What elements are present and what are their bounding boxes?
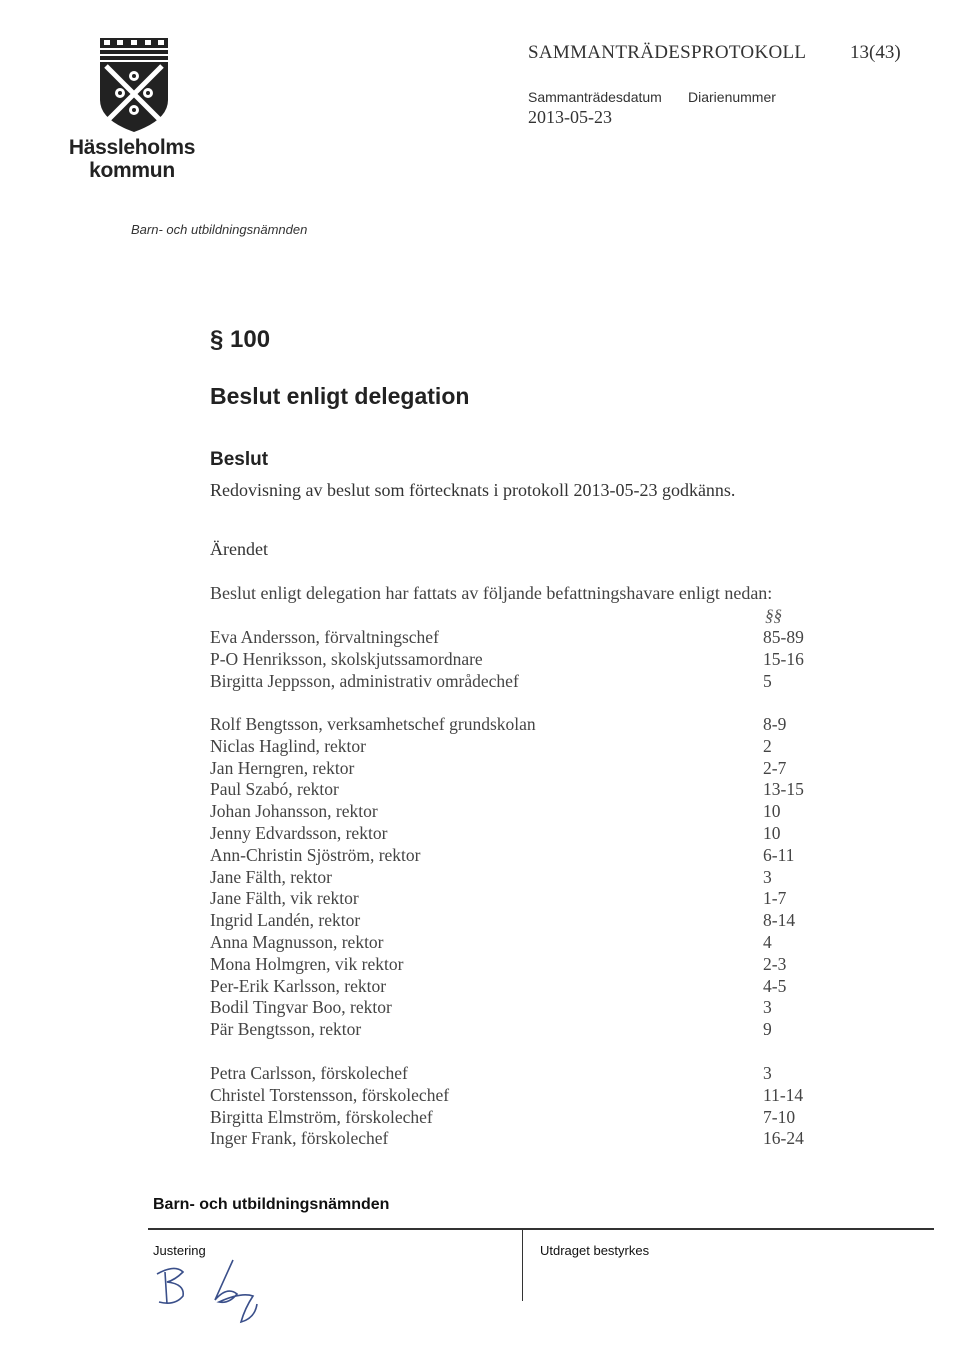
delegate-row — [210, 758, 830, 780]
delegate-paragraphs: 1-7 — [763, 888, 787, 909]
delegate-name: Jan Herngren, rektor — [210, 757, 355, 778]
delegate-paragraphs: 3 — [763, 1063, 772, 1083]
delegate-paragraphs: 3 — [763, 866, 772, 887]
delegate-row — [210, 932, 830, 954]
delegate-paragraphs: 4-5 — [763, 975, 787, 996]
registry-number-label: Diarienummer — [688, 89, 776, 105]
delegate-row — [210, 997, 830, 1019]
delegate-row — [210, 801, 830, 823]
section-number: § 100 — [210, 326, 271, 353]
delegate-name: Johan Johansson, rektor — [210, 801, 378, 822]
delegate-paragraphs: 10 — [763, 801, 781, 822]
delegate-name: Birgitta Jeppsson, administrativ områdechef — [210, 670, 519, 691]
delegate-name: Rolf Bengtsson, verksamhetschef grundskolan — [210, 714, 536, 734]
municipality-name-line1: Hässleholms — [68, 136, 196, 159]
delegate-name: P-O Henriksson, skolskjutssamordnare — [210, 648, 483, 669]
delegate-group-management — [210, 627, 830, 692]
delegate-paragraphs: 7-10 — [763, 1106, 796, 1127]
delegate-row — [210, 1063, 830, 1085]
footer-committee-name: Barn- och utbildningsnämnden — [153, 1196, 390, 1213]
municipality-name-line2: kommun — [89, 159, 175, 182]
delegate-row — [210, 845, 830, 867]
delegate-group-principals — [210, 714, 830, 1041]
handwritten-initials-signature — [145, 1252, 275, 1332]
delegate-row — [210, 779, 830, 801]
delegate-row — [210, 823, 830, 845]
paragraph-column-header: §§ — [765, 606, 782, 625]
delegate-name: Ingrid Landén, rektor — [210, 910, 361, 931]
delegate-row — [210, 954, 830, 976]
delegate-name: Jane Fälth, rektor — [210, 866, 332, 887]
delegate-name: Jenny Edvardsson, rektor — [210, 822, 388, 843]
delegate-paragraphs: 8-9 — [763, 714, 787, 734]
meeting-date-label: Sammanträdesdatum — [528, 89, 662, 105]
delegate-paragraphs: 2-3 — [763, 953, 787, 974]
delegate-paragraphs: 6-11 — [763, 844, 795, 865]
delegate-row — [210, 1019, 830, 1041]
delegate-row — [210, 714, 830, 736]
decision-heading: Beslut — [210, 449, 269, 470]
matter-intro: Beslut enligt delegation har fattats av följande befattningshavare enligt nedan: — [210, 583, 773, 603]
delegate-row — [210, 1128, 830, 1150]
delegate-row — [210, 888, 830, 910]
delegate-paragraphs: 3 — [763, 997, 772, 1018]
delegate-paragraphs: 9 — [763, 1019, 772, 1040]
delegate-paragraphs: 85-89 — [763, 627, 804, 647]
delegate-row — [210, 976, 830, 998]
matter-heading: Ärendet — [210, 539, 268, 559]
certified-extract-label: Utdraget bestyrkes — [540, 1243, 650, 1258]
delegate-row — [210, 671, 830, 693]
section-title: Beslut enligt delegation — [210, 383, 470, 409]
delegate-name: Jane Fälth, vik rektor — [210, 888, 359, 909]
delegate-row — [210, 910, 830, 932]
municipality-name — [62, 136, 202, 182]
delegate-paragraphs: 5 — [763, 670, 772, 691]
justering-label: Justering — [153, 1243, 206, 1258]
delegate-paragraphs: 4 — [763, 931, 772, 952]
delegate-name: Ann-Christin Sjöström, rektor — [210, 844, 421, 865]
document-type: SAMMANTRÄDESPROTOKOLL — [528, 42, 807, 63]
delegate-paragraphs: 11-14 — [763, 1084, 804, 1105]
committee-name: Barn- och utbildningsnämnden — [131, 222, 308, 237]
delegate-paragraphs: 8-14 — [763, 910, 796, 931]
delegate-group-preschool — [210, 1063, 830, 1150]
delegate-row — [210, 649, 830, 671]
delegate-name: Inger Frank, förskolechef — [210, 1128, 389, 1149]
delegate-name: Eva Andersson, förvaltningschef — [210, 627, 439, 647]
delegate-row — [210, 627, 830, 649]
delegate-name: Per-Erik Karlsson, rektor — [210, 975, 387, 996]
delegate-name: Bodil Tingvar Boo, rektor — [210, 997, 392, 1018]
delegate-paragraphs: 2 — [763, 735, 772, 756]
delegate-row — [210, 736, 830, 758]
decision-text: Redovisning av beslut som förtecknats i protokoll 2013-05-23 godkänns. — [210, 480, 736, 500]
delegate-paragraphs: 15-16 — [763, 648, 804, 669]
delegate-name: Mona Holmgren, vik rektor — [210, 953, 404, 974]
delegate-paragraphs: 10 — [763, 822, 781, 843]
delegate-row — [210, 1107, 830, 1129]
delegate-paragraphs: 2-7 — [763, 757, 787, 778]
municipality-coat-of-arms — [98, 38, 170, 134]
delegate-name: Pär Bengtsson, rektor — [210, 1019, 362, 1040]
meeting-date: 2013-05-23 — [528, 107, 612, 127]
delegate-paragraphs: 16-24 — [763, 1128, 804, 1149]
delegate-row — [210, 1085, 830, 1107]
delegate-name: Birgitta Elmström, förskolechef — [210, 1106, 433, 1127]
footer-column-divider — [522, 1229, 523, 1301]
delegate-paragraphs: 13-15 — [763, 779, 804, 800]
page-number: 13(43) — [850, 42, 901, 63]
delegate-name: Christel Torstensson, förskolechef — [210, 1084, 450, 1105]
delegate-name: Paul Szabó, rektor — [210, 779, 339, 800]
delegate-name: Niclas Haglind, rektor — [210, 735, 366, 756]
delegate-row — [210, 867, 830, 889]
delegate-name: Petra Carlsson, förskolechef — [210, 1063, 408, 1083]
footer-divider — [148, 1228, 934, 1230]
delegate-name: Anna Magnusson, rektor — [210, 931, 384, 952]
